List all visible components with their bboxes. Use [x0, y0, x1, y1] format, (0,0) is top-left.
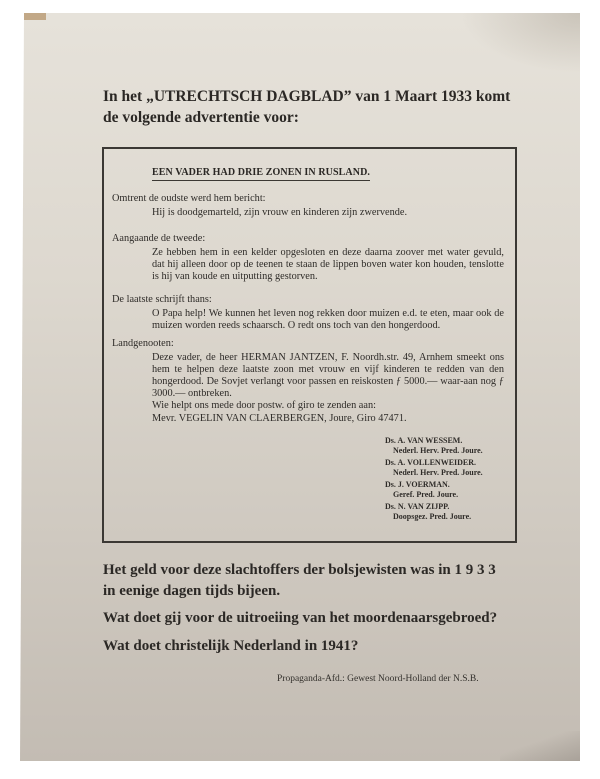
signatory-role: Doopsgez. Pred. Joure.	[393, 512, 472, 521]
signatory-name: Ds. A. VOLLENWEIDER.	[385, 458, 477, 467]
signatory-role: Nederl. Herv. Pred. Joure.	[393, 468, 483, 477]
closing-question: Wat doet christelijk Nederland in 1941?	[103, 638, 359, 654]
signatory-role: Nederl. Herv. Pred. Joure.	[393, 446, 483, 455]
footer-credit: Propaganda-Afd.: Gewest Noord-Holland der N.S.B.	[277, 674, 479, 684]
section-label: Aangaande de tweede:	[112, 233, 206, 244]
section-text: O Papa help! We kunnen het leven nog rekken door muizen e.d. te eten, maar ook de muizen worden reeds schaarsch. O redt ons toch van den hongerdood.	[152, 308, 504, 331]
section-label: De laatste schrijft thans:	[112, 294, 212, 305]
advertisement-title: EEN VADER HAD DRIE ZONEN IN RUSLAND.	[152, 167, 370, 181]
paper-shadow	[500, 731, 580, 761]
signatory-name: Ds. N. VAN ZIJPP.	[385, 502, 450, 511]
closing-line: in eenige dagen tijds bijeen.	[103, 583, 281, 599]
signatory	[385, 480, 458, 500]
appeal-text: Wie helpt ons mede door postw. of giro te zenden aan:	[152, 400, 376, 411]
signatory	[385, 436, 483, 456]
paper-shadow	[460, 13, 580, 73]
signatory-name: Ds. A. VAN WESSEM.	[385, 436, 463, 445]
signatory	[385, 502, 471, 522]
signatory-name: Ds. J. VOERMAN.	[385, 480, 450, 489]
section-text: Deze vader, de heer HERMAN JANTZEN, F. Noordh.str. 49, Arnhem smeekt ons hem te helpen deze laatste zoon met vrouw en vijf kinderen te redden van den hongerdood. De Sovjet verlangt voor passen en reiskosten ƒ 5000.— waar-aan nog ƒ 3000.— ontbreken.	[152, 352, 504, 399]
signatory	[385, 458, 483, 478]
section-text: Ze hebben hem in een kelder opgesloten en deze daarna zoover met water gevuld, dat hij alleen door op de teenen te staan de lippen boven water kon houden, tenslotte is hij van koude en uitputting gestorven.	[152, 247, 504, 282]
closing-question: Wat doet gij voor de uitroeiing van het moordenaarsgebroed?	[103, 610, 498, 626]
section-text: Hij is doodgemarteld, zijn vrouw en kinderen zijn zwervende.	[152, 207, 408, 218]
intro-heading	[103, 86, 523, 128]
closing-line: Het geld voor deze slachtoffers der bolsjewisten was in 1 9 3 3	[103, 562, 496, 578]
recipient-text: Mevr. VEGELIN VAN CLAERBERGEN, Joure, Giro 47471.	[152, 413, 407, 424]
intro-line: In het „UTRECHTSCH DAGBLAD” van 1 Maart 1933 komt	[103, 88, 511, 105]
closing-paragraph	[103, 560, 533, 602]
signatory-role: Geref. Pred. Joure.	[393, 490, 459, 499]
intro-line: de volgende advertentie voor:	[103, 109, 299, 126]
section-label: Landgenooten:	[112, 338, 174, 349]
tape-remnant	[24, 13, 46, 20]
section-label: Omtrent de oudste werd hem bericht:	[112, 193, 266, 204]
